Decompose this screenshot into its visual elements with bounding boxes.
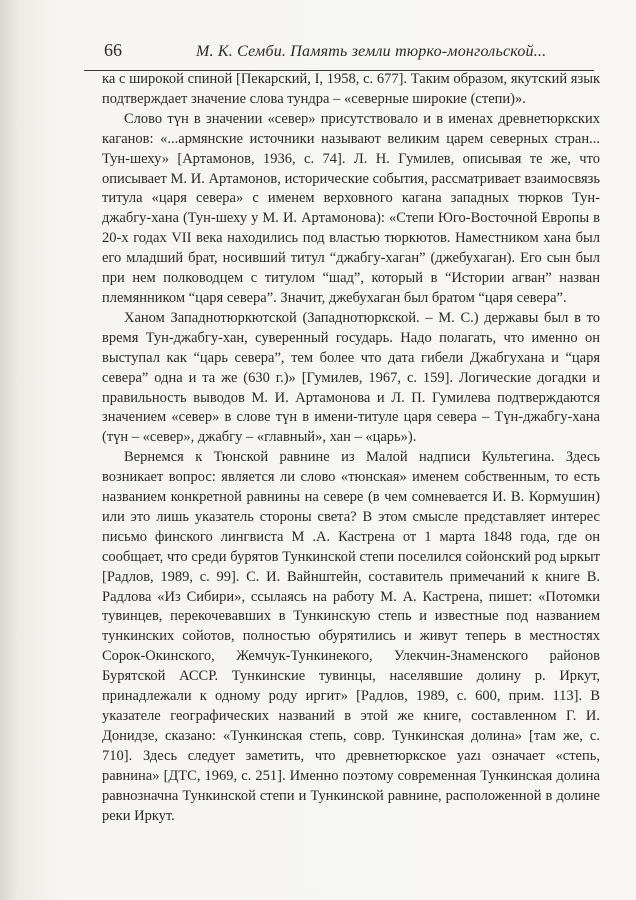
body-text bbox=[102, 70, 600, 826]
paragraph: Вернемся к Тюнской равнине из Малой надписи Культегина. Здесь возникает вопрос: является ли слово «тюнская» именем собственным, то есть названием конкретной равнины на севере (в чем сомневается И. В. Кормушин) или это лишь указатель стороны света? В этом смысле представляет интерес письмо финского лингвиста М .А. Кастрена от 1 марта 1848 года, где он сообщает, что среди бурятов Тункинской степи поселился сойонский род ыркыт [Радлов, 1989, с. 99]. С. И. Вайнштейн, составитель примечаний к книге В. Радлова «Из Сибири», ссылаясь на работу М. А. Кастрена, пишет: «Потомки тувинцев, перекочевавших в Тункинскую степь и известные под названием тункинских сойотов, полностью обурятились и живут теперь в местностях Сорок-Окинского, Жемчук-Тункинекого, Улекчин-Знаменского районов Бурятской АССР. Тункинские тувинцы, населявшие долину р. Иркут, принадлежали к одному роду иргит» [Радлов, 1989, с. 600, прим. 113]. В указателе географических названий в этой же книге, составленном Г. И. Донидзе, сказано: «Тункинская степь, совр. Тункинская долина» [там же, с. 710]. Здесь следует заметить, что древнетюркское yazı означает «степь, равнина» [ДТС, 1969, с. 251]. Именно поэтому современная Тункинская долина равнозначна Тункинской степи и Тункинской равнине, расположенной в долине реки Иркут. bbox=[102, 449, 600, 824]
paragraph-continued: ка с широкой спиной [Пекарский, I, 1958, с. 677]. Таким образом, якутский язык подтверждает значение слова тундра – «северные широкие (степи)». bbox=[102, 71, 600, 107]
paragraph: Слово түн в значении «север» присутствовало и в именах древнетюркских каганов: «...армянские источники называют великим царем северных стран... Тун-шеху» [Артамонов, 1936, с. 74]. Л. Н. Гумилев, описывая те же, что описывает М. И. Артамонов, исторические события, рассматривает взаимосвязь титула «царя севера» с именем верховного кагана западных тюрков Тун-джабгу-хана (Тун-шеху у М. И. Артамонова): «Степи Юго-Восточной Европы в 20-х годах VII века находились под властью тюркютов. Наместником хана был его младший брат, носивший титул “джабгу-хаган” (джебухаган). Его сын был при нем полководцем с титулом “шад”, который в “Истории агван” назван племянником “царя севера”. Значит, джебухаган был братом “царя севера”. bbox=[102, 110, 600, 306]
running-title: М. К. Семби. Память земли тюрко-монгольской... bbox=[196, 43, 547, 60]
page-header bbox=[84, 40, 594, 71]
page-number: 66 bbox=[104, 40, 122, 60]
paragraph: Ханом Западнотюркютской (Западнотюркской. – М. С.) державы был в то время Тун-джабгу-хан, суверенный государь. Надо полагать, что именно он выступал как “царь севера”, тем более что дата гибели Джабгухана и “царя севера” одна и та же (630 г.)» [Гумилев, 1967, с. 159]. Логические догадки и правильность выводов М. И. Артамонова и Л. П. Гумилева подтверждаются значением «север» в слове түн в имени-титуле царя севера – Түн-джабгу-хана (түн – «север», джабгу – «главный», хан – «царь»). bbox=[102, 309, 600, 446]
